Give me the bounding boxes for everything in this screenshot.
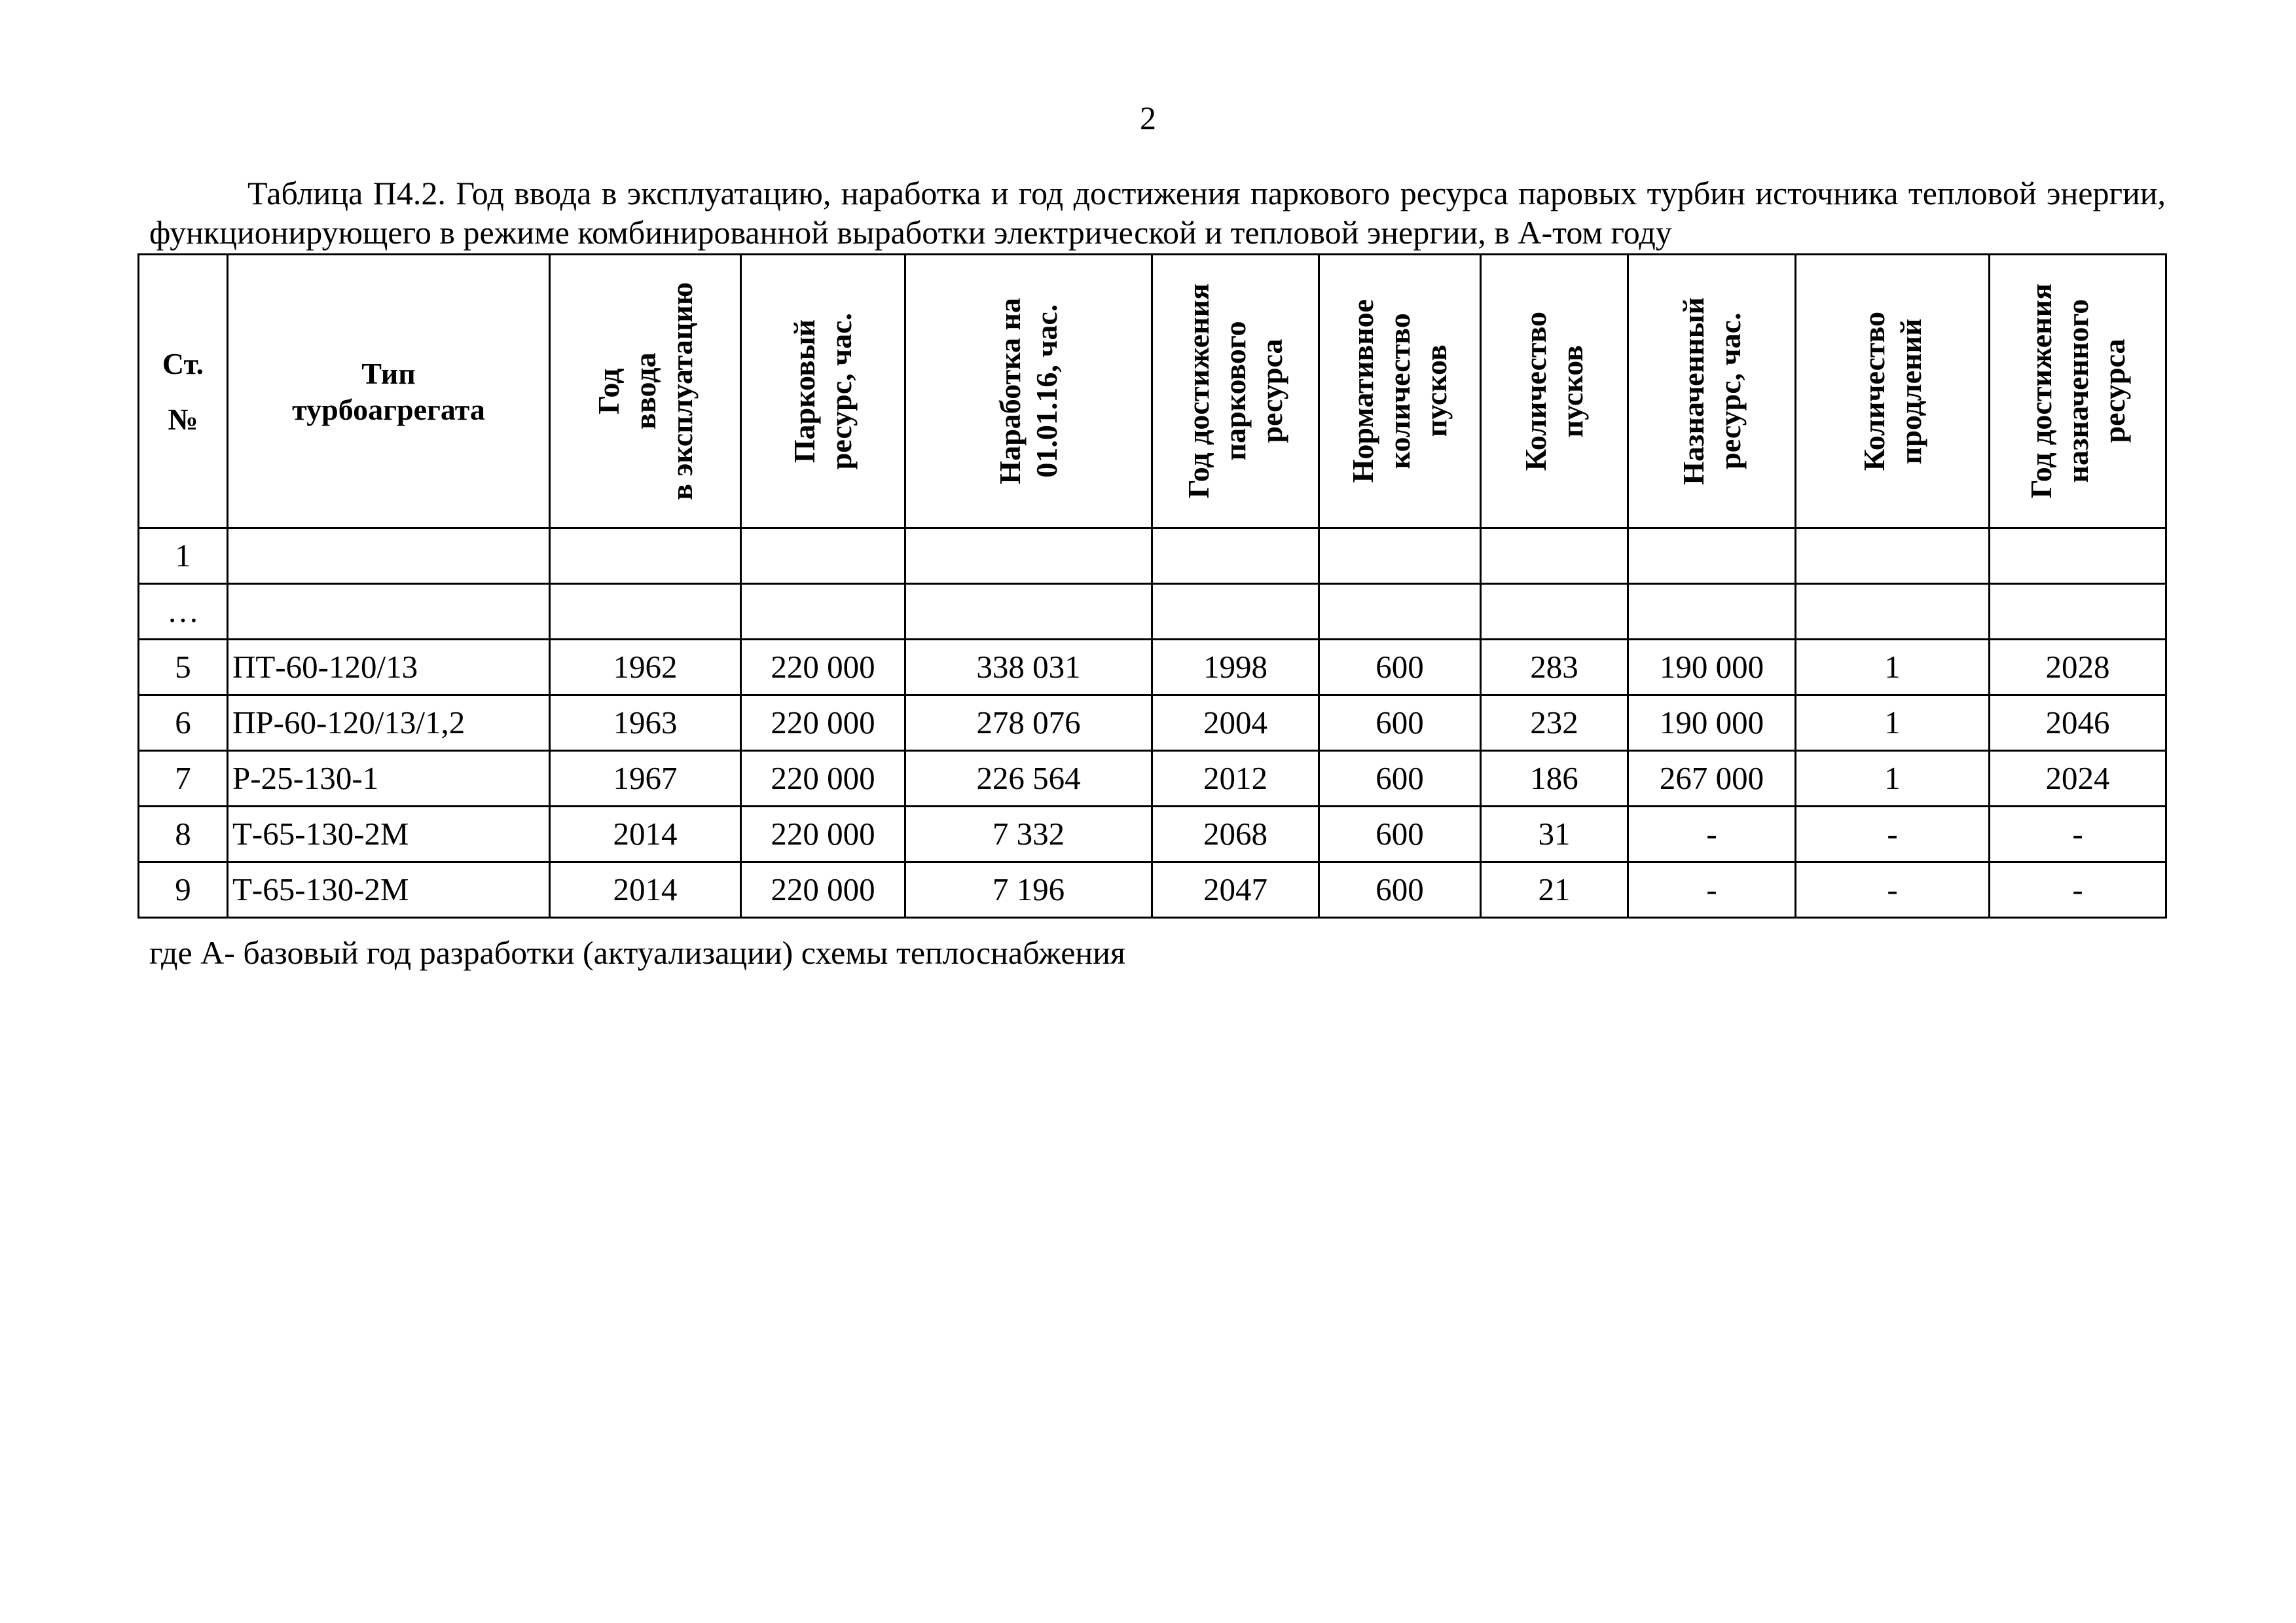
cell-st-no: 1 — [139, 528, 228, 584]
cell-year-park-resource: 2068 — [1152, 807, 1319, 862]
cell-normative-starts: 600 — [1319, 640, 1481, 695]
header-year-park-resource-line-2: паркового — [1218, 321, 1252, 462]
cell-year-assigned-resource: 2028 — [1990, 640, 2166, 695]
cell-type: Р-25-130-1 — [228, 751, 550, 807]
cell-year-commissioning — [550, 528, 741, 584]
cell-runtime: 338 031 — [905, 640, 1152, 695]
cell-year-commissioning: 2014 — [550, 862, 741, 918]
cell-extensions-count: - — [1796, 862, 1990, 918]
header-year-commissioning-line-1: Год — [591, 368, 625, 414]
cell-year-park-resource: 2012 — [1152, 751, 1319, 807]
cell-type — [228, 584, 550, 640]
header-year-assigned-resource — [1990, 255, 2166, 528]
turbine-table — [137, 253, 2167, 919]
cell-year-commissioning — [550, 584, 741, 640]
cell-st-no: 6 — [139, 695, 228, 751]
cell-extensions-count: - — [1796, 807, 1990, 862]
header-starts-count — [1481, 255, 1628, 528]
cell-st-no: 8 — [139, 807, 228, 862]
table-caption: Таблица П4.2. Год ввода в эксплуатацию, наработка и год достижения паркового ресурса паровых турбин источника тепловой энергии, функционирующего в режиме комбинированной выработки электрической и тепловой энергии, в А-том году — [149, 175, 2166, 251]
cell-starts-count — [1481, 528, 1628, 584]
cell-type: Т-65-130-2М — [228, 862, 550, 918]
header-year-park-resource — [1152, 255, 1319, 528]
table-row — [139, 862, 2166, 918]
cell-extensions-count: 1 — [1796, 640, 1990, 695]
table-row — [139, 584, 2166, 640]
header-starts-count-line-2: пусков — [1556, 344, 1589, 438]
cell-park-resource: 220 000 — [741, 807, 905, 862]
header-normative-starts-line-1: Нормативное — [1346, 299, 1379, 483]
cell-park-resource: 220 000 — [741, 640, 905, 695]
header-type-line-2: турбоагрегата — [292, 392, 485, 426]
header-year-assigned-resource-line-1: Год достижения — [2024, 283, 2058, 499]
cell-extensions-count — [1796, 584, 1990, 640]
cell-st-no: 7 — [139, 751, 228, 807]
table-header-row — [139, 255, 2166, 528]
cell-normative-starts — [1319, 528, 1481, 584]
cell-type: ПТ-60-120/13 — [228, 640, 550, 695]
cell-assigned-resource: 267 000 — [1628, 751, 1796, 807]
cell-year-assigned-resource: 2024 — [1990, 751, 2166, 807]
header-st-no — [139, 255, 228, 528]
cell-year-assigned-resource — [1990, 584, 2166, 640]
header-year-assigned-resource-line-3: ресурса — [2097, 339, 2131, 443]
cell-park-resource: 220 000 — [741, 695, 905, 751]
cell-year-commissioning: 1967 — [550, 751, 741, 807]
header-year-commissioning-line-3: в эксплуатацию — [665, 282, 699, 500]
header-year-park-resource-line-3: ресурса — [1255, 339, 1288, 443]
header-type-line-1: Тип — [361, 356, 416, 390]
cell-extensions-count: 1 — [1796, 695, 1990, 751]
header-park-resource-line-2: ресурс, час. — [824, 312, 858, 470]
header-normative-starts — [1319, 255, 1481, 528]
cell-runtime — [905, 528, 1152, 584]
cell-starts-count — [1481, 584, 1628, 640]
cell-year-assigned-resource: - — [1990, 862, 2166, 918]
cell-assigned-resource: - — [1628, 807, 1796, 862]
cell-starts-count: 186 — [1481, 751, 1628, 807]
table-footnote: где А- базовый год разработки (актуализации) схемы теплоснабжения — [149, 934, 1125, 971]
cell-st-no: 9 — [139, 862, 228, 918]
cell-normative-starts: 600 — [1319, 862, 1481, 918]
header-year-commissioning — [550, 255, 741, 528]
cell-year-commissioning: 2014 — [550, 807, 741, 862]
cell-year-assigned-resource: - — [1990, 807, 2166, 862]
header-year-park-resource-line-1: Год достижения — [1182, 283, 1215, 499]
cell-starts-count: 31 — [1481, 807, 1628, 862]
cell-runtime: 226 564 — [905, 751, 1152, 807]
header-assigned-resource-line-1: Назначенный — [1676, 297, 1710, 485]
table-row — [139, 528, 2166, 584]
header-runtime — [905, 255, 1152, 528]
cell-year-assigned-resource — [1990, 528, 2166, 584]
cell-starts-count: 283 — [1481, 640, 1628, 695]
header-extensions-count-line-2: продлений — [1893, 318, 1927, 464]
cell-type — [228, 528, 550, 584]
header-assigned-resource-line-2: ресурс, час. — [1713, 312, 1747, 470]
cell-runtime: 278 076 — [905, 695, 1152, 751]
table-row — [139, 695, 2166, 751]
header-year-assigned-resource-line-2: назначенного — [2060, 299, 2094, 483]
cell-year-park-resource: 2047 — [1152, 862, 1319, 918]
cell-runtime: 7 332 — [905, 807, 1152, 862]
header-extensions-count — [1796, 255, 1990, 528]
cell-year-park-resource: 1998 — [1152, 640, 1319, 695]
header-runtime-line-1: Наработка на — [993, 298, 1027, 484]
cell-assigned-resource — [1628, 528, 1796, 584]
cell-starts-count: 21 — [1481, 862, 1628, 918]
header-park-resource — [741, 255, 905, 528]
cell-year-assigned-resource: 2046 — [1990, 695, 2166, 751]
cell-park-resource — [741, 584, 905, 640]
header-type — [228, 255, 550, 528]
cell-normative-starts: 600 — [1319, 695, 1481, 751]
cell-st-no: 5 — [139, 640, 228, 695]
cell-normative-starts: 600 — [1319, 751, 1481, 807]
cell-park-resource: 220 000 — [741, 751, 905, 807]
cell-year-commissioning: 1963 — [550, 695, 741, 751]
cell-normative-starts — [1319, 584, 1481, 640]
header-runtime-line-2: 01.01.16, час. — [1030, 304, 1063, 478]
cell-normative-starts: 600 — [1319, 807, 1481, 862]
cell-park-resource — [741, 528, 905, 584]
header-normative-starts-line-3: пусков — [1419, 344, 1453, 438]
header-extensions-count-line-1: Количество — [1857, 311, 1891, 471]
cell-runtime — [905, 584, 1152, 640]
cell-extensions-count: 1 — [1796, 751, 1990, 807]
table-row — [139, 807, 2166, 862]
header-st-no-line-1: Ст. — [162, 346, 204, 380]
cell-runtime: 7 196 — [905, 862, 1152, 918]
cell-assigned-resource: 190 000 — [1628, 695, 1796, 751]
cell-park-resource: 220 000 — [741, 862, 905, 918]
header-assigned-resource — [1628, 255, 1796, 528]
table-row — [139, 751, 2166, 807]
cell-assigned-resource — [1628, 584, 1796, 640]
header-park-resource-line-1: Парковый — [788, 319, 821, 464]
header-normative-starts-line-2: количество — [1383, 313, 1416, 469]
header-st-no-line-2: № — [168, 402, 198, 436]
cell-assigned-resource: - — [1628, 862, 1796, 918]
cell-starts-count: 232 — [1481, 695, 1628, 751]
cell-extensions-count — [1796, 528, 1990, 584]
cell-st-no: … — [139, 584, 228, 640]
cell-type: ПР-60-120/13/1,2 — [228, 695, 550, 751]
cell-assigned-resource: 190 000 — [1628, 640, 1796, 695]
page-number: 2 — [1140, 100, 1156, 136]
cell-year-park-resource — [1152, 584, 1319, 640]
header-year-commissioning-line-2: ввода — [628, 352, 662, 430]
cell-type: Т-65-130-2М — [228, 807, 550, 862]
cell-year-park-resource: 2004 — [1152, 695, 1319, 751]
table-row — [139, 640, 2166, 695]
cell-year-commissioning: 1962 — [550, 640, 741, 695]
header-starts-count-line-1: Количество — [1519, 311, 1552, 471]
cell-year-park-resource — [1152, 528, 1319, 584]
